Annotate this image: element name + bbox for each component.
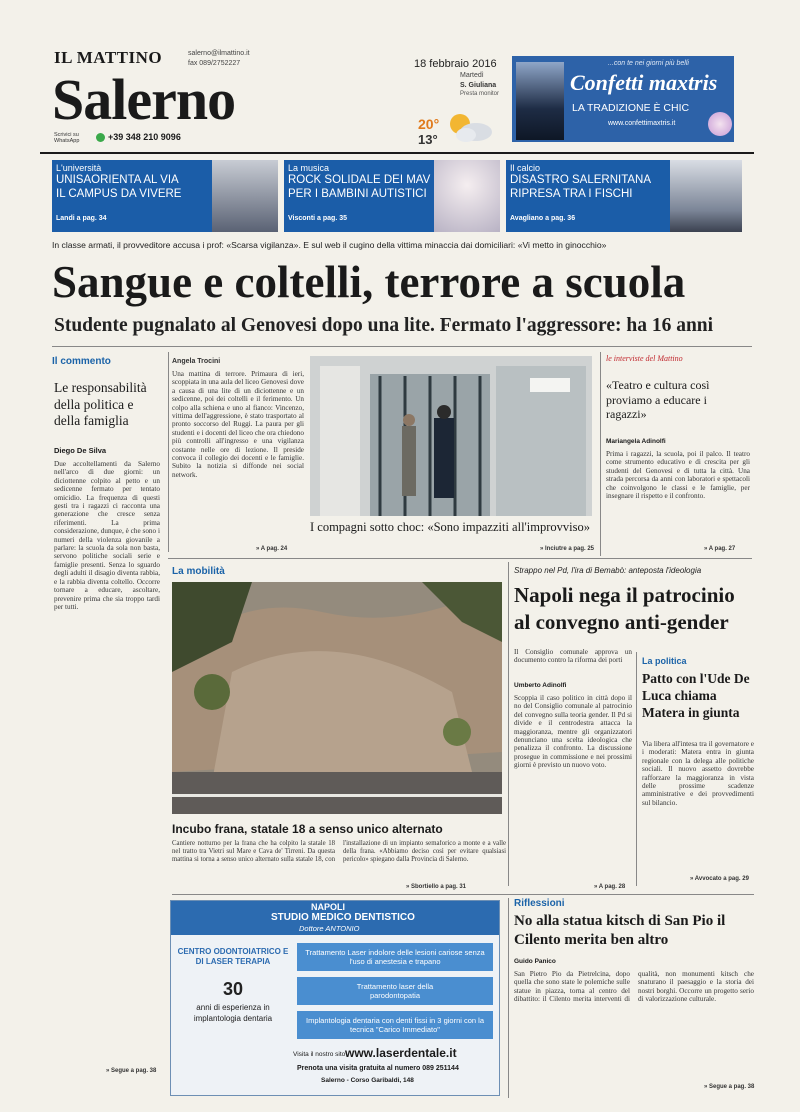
whatsapp-icon [96, 133, 105, 142]
napoli-deck: Il Consiglio comunale approva un documento contro la riforma dei porti [514, 648, 632, 665]
riflessioni-section: Riflessioni [514, 898, 565, 909]
ad-dental-address: Salerno - Corso Garibaldi, 148 [321, 1077, 414, 1084]
commento-author: Diego De Silva [54, 446, 107, 455]
interview-title[interactable]: «Teatro e cultura così proviamo a educare i ragazzi» [606, 378, 710, 421]
lead-rule [52, 346, 752, 347]
teaser-headline: PER I BAMBINI AUTISTICI [288, 188, 427, 200]
interview-follow[interactable]: » A pag. 27 [704, 546, 736, 552]
lead-follow[interactable]: » A pag. 24 [256, 546, 288, 552]
teaser-author: Landi a pag. 34 [56, 215, 107, 222]
riflessioni-follow[interactable]: » Segue a pag. 38 [704, 1084, 755, 1090]
section-label: Il commento [52, 356, 111, 367]
ad-dental-offer: Trattamento Laser indolore delle lesioni cariose senza l'uso di anestesia e trapano [297, 943, 493, 971]
brand-logo: IL MATTINO [54, 48, 163, 67]
lead-headline[interactable]: Sangue e coltelli, terrore a scuola [52, 257, 686, 307]
teaser-headline: UNISAORIENTA AL VIA [56, 174, 179, 186]
ad-url[interactable]: www.confettimaxtris.it [608, 120, 676, 127]
edition-title: Salerno [52, 67, 236, 132]
politica-follow[interactable]: » Avvocato a pag. 29 [690, 876, 749, 882]
teaser-section: Il calcio [510, 163, 541, 173]
ad-dental[interactable] [170, 900, 500, 1096]
teaser-author: Visconti a pag. 35 [288, 215, 348, 222]
lead-photo [310, 356, 592, 516]
commento-follow[interactable]: » Segue a pag. 38 [106, 1068, 157, 1074]
ad-dental-offer: Trattamento laser della parodontopatia [297, 977, 493, 1005]
saint: S. Giuliana [460, 82, 497, 89]
napoli-headline[interactable]: Napoli nega il patrocinio al convegno anti-gender [514, 583, 735, 634]
ad-maxtris[interactable] [512, 56, 734, 142]
column-divider [508, 898, 509, 1098]
riflessioni-headline[interactable]: No alla statua kitsch di San Pio il Cilento merita ben altro [514, 913, 726, 948]
landslide-photo [172, 582, 502, 814]
napoli-kicker: Strappo nel Pd, l'ira di Bemabò: anteposta l'ideologia [514, 566, 702, 575]
mobilita-section: La mobilità [172, 566, 225, 577]
ad-dental-doctor: Dottore ANTONIO [299, 924, 360, 933]
column-divider [168, 352, 169, 552]
commento-body: Due accoltellamenti da Salerno nell'arco di due giorni: un diciottenne colpito al petto e un sedicenne fermato per tentato omicidio. La frequenza di questi gesti tra i ragazzi ci racconta una generazione che cresce senza riferimenti. La prima considerazione, dunque, è che sono i numeri della violenza giovanile a parlare: la scuola da sola non basta, servono politiche sociali serie e famiglie presenti. Senza lo sguardo degli adulti il disagio diventa rabbia, e la rabbia diventa coltello. Occorre tornare a educare, ascoltare, prevenire prima che sia troppo tardi per tutti. [54, 460, 160, 611]
weather-sun-cloud-icon [444, 110, 496, 146]
lead-kicker: In classe armati, il provveditore accusa i prof: «Scarsa vigilanza». E sul web il cugino della vittima minaccia dai domiciliari: «Vi metto in ginocchio» [52, 240, 607, 250]
ad-dental-header [171, 901, 499, 935]
ad-dental-center: CENTRO ODONTOIATRICO E DI LASER TERAPIA [177, 947, 289, 966]
teaser-music[interactable] [284, 160, 500, 232]
temp-max: 20° [418, 116, 440, 132]
masthead [40, 40, 510, 150]
ad-dental-years-text: anni di esperienza in implantologia dentaria [193, 1003, 273, 1023]
masthead-rule [40, 152, 754, 154]
saint-note: Presta monitor [460, 91, 500, 97]
teaser-author: Avagliano a pag. 36 [510, 215, 576, 222]
column-divider [508, 562, 509, 886]
politica-column [640, 654, 754, 886]
teaser-section: L'università [56, 163, 102, 173]
column-divider [600, 352, 601, 556]
ad-dental-site-label: Visita il nostro sito [293, 1051, 346, 1058]
politica-section: La politica [642, 656, 687, 666]
column-divider [636, 652, 637, 886]
interview-section: le interviste del Mattino [606, 354, 683, 363]
ad-brand: Confetti maxtris [570, 70, 718, 95]
mobilita-caption[interactable]: Incubo frana, statale 18 a senso unico alternato [172, 822, 443, 836]
lead-body: Una mattina di terrore. Primaura di ieri, scoppiata in una aula del liceo Genovesi dove a causa di una lite di un diciottenne e un sedicenne, poi dei coltelli e il ferimento. Un colpo alla schiena e uno al fianco: Vincenzo, vittima dell'aggressione, è stato trasportato al pronto soccorso del Ruggi. La paura per gli studenti e i docenti del liceo che ora chiedono più controlli all'ingresso e una vigilanza costante nelle ore di lezione. Il preside convoca il collegio dei docenti e le famiglie. Subito la notizia si diffonde nei social network. [172, 370, 304, 479]
riflessioni-body: San Pietro Pio da Pietrelcina, dopo quella che sono state le polemiche sulle statue in piazza, torna al centro del dibattito: il Cilento merita interventi di qualità, non monumenti kitsch che snaturano il paesaggio e la storia dei nostri borghi. Occorre un progetto serio di valorizzazione culturale. [514, 970, 754, 1004]
napoli-author: Umberto Adinolfi [514, 682, 567, 689]
napoli-follow[interactable]: » A pag. 28 [594, 884, 626, 890]
teaser-headline: ROCK SOLIDALE DEI MAV [288, 174, 431, 186]
ad-dental-city: NAPOLI [311, 902, 346, 912]
mobilita-body: Cantiere notturno per la frana che ha colpito la statale 18 nel tratto tra Vietri sul Mare e Cava de' Tirreni. Da questa mattina si torna a senso unico alternato sulla statale 18, con l'installazione di un impianto semaforico a monte e a valle della frana. «Abbiamo deciso così per evitare qualsiasi pericolo» spiegano dalla Provincia di Salerno. [172, 840, 506, 863]
temp-min: 13° [418, 132, 438, 147]
whatsapp-label: Scrivici su WhatsApp [54, 132, 80, 144]
ad-person-photo [516, 62, 564, 140]
napoli-body: Scoppia il caso politico in città dopo il no del Consiglio comunale al patrocinio del convegno sulla teoria gender. Il Pd si divide e il centrodestra attacca la maggioranza, mentre gli organizzatori denunciano una scelta ideologica che penalizza il confronto. La discussione prosegue in commissione e nei prossimi giorni è previsto un nuovo voto. [514, 694, 632, 770]
commento-title[interactable]: Le responsabilità della politica e della famiglia [54, 380, 147, 428]
date: 18 febbraio 2016 [414, 58, 497, 70]
weekday: Martedì [460, 72, 484, 79]
interview-author: Mariangela Adinolfi [606, 438, 666, 445]
interview-column [604, 352, 752, 556]
lead-photo-caption: I compagni sotto choc: «Sono impazziti all'improvviso» [310, 520, 590, 534]
ad-dental-phone: Prenota una visita gratuita al numero 089 251144 [297, 1065, 459, 1072]
teaser-section: La musica [288, 163, 330, 173]
commento-column [52, 352, 164, 1080]
teaser-headline: DISASTRO SALERNITANA [510, 174, 652, 186]
contact-fax: fax 089/2752227 [188, 60, 241, 67]
lead-photo-follow[interactable]: » Inciutre a pag. 25 [540, 546, 595, 552]
section-rule [168, 558, 752, 559]
politica-title[interactable]: Patto con l'Ude De Luca chiama Matera in giunta [642, 671, 750, 720]
mobilita-follow[interactable]: » Sbortiello a pag. 31 [406, 884, 467, 890]
ad-dental-name: STUDIO MEDICO DENTISTICO [271, 912, 415, 923]
riflessioni-author: Guido Panico [514, 958, 556, 965]
lead-subhead: Studente pugnalato al Genovesi dopo una lite. Fermato l'aggressore: ha 16 anni [54, 315, 714, 336]
section-rule [172, 894, 754, 895]
teaser-photo [434, 160, 500, 232]
teaser-photo [212, 160, 278, 232]
teaser-headline: RIPRESA TRA I FISCHI [510, 188, 633, 200]
ad-slogan: LA TRADIZIONE È CHIC [572, 102, 690, 114]
teaser-university[interactable] [52, 160, 278, 232]
lead-byline: Angela Trocini [172, 358, 221, 365]
ad-dental-years: 30 [222, 979, 244, 999]
ad-dental-site[interactable]: www.laserdentale.it [345, 1046, 457, 1060]
teaser-football[interactable] [506, 160, 742, 232]
teaser-photo [670, 160, 742, 232]
ad-dental-offer: Implantologia dentaria con denti fissi in 3 giorni con la tecnica "Carico Immediato" [297, 1011, 493, 1039]
interview-body: Prima i ragazzi, la scuola, poi il palco. Il teatro come strumento educativo e di crescita per gli studenti del Genovesi e di tutta la città. Una strada percorsa da anni con laboratori e spettacoli che coinvolgono le classi e le famiglie, per insegnare il rispetto e il confronto. [606, 450, 750, 501]
teaser-headline: IL CAMPUS DA VIVERE [56, 188, 182, 200]
politica-body: Via libera all'intesa tra il governatore e i moderati: Matera entra in giunta regionale con la delega alle politiche sociali. Il nuovo assetto dovrebbe rafforzare la maggioranza in vista delle prossime scadenze amministrative e dei provvedimenti sul bilancio. [642, 740, 754, 807]
contact-email: salerno@ilmattino.it [188, 50, 250, 57]
ad-tagline: ...con te nei giorni più belli [608, 60, 689, 67]
ad-confetti-image [708, 112, 732, 136]
whatsapp-number: +39 348 210 9096 [108, 132, 181, 142]
